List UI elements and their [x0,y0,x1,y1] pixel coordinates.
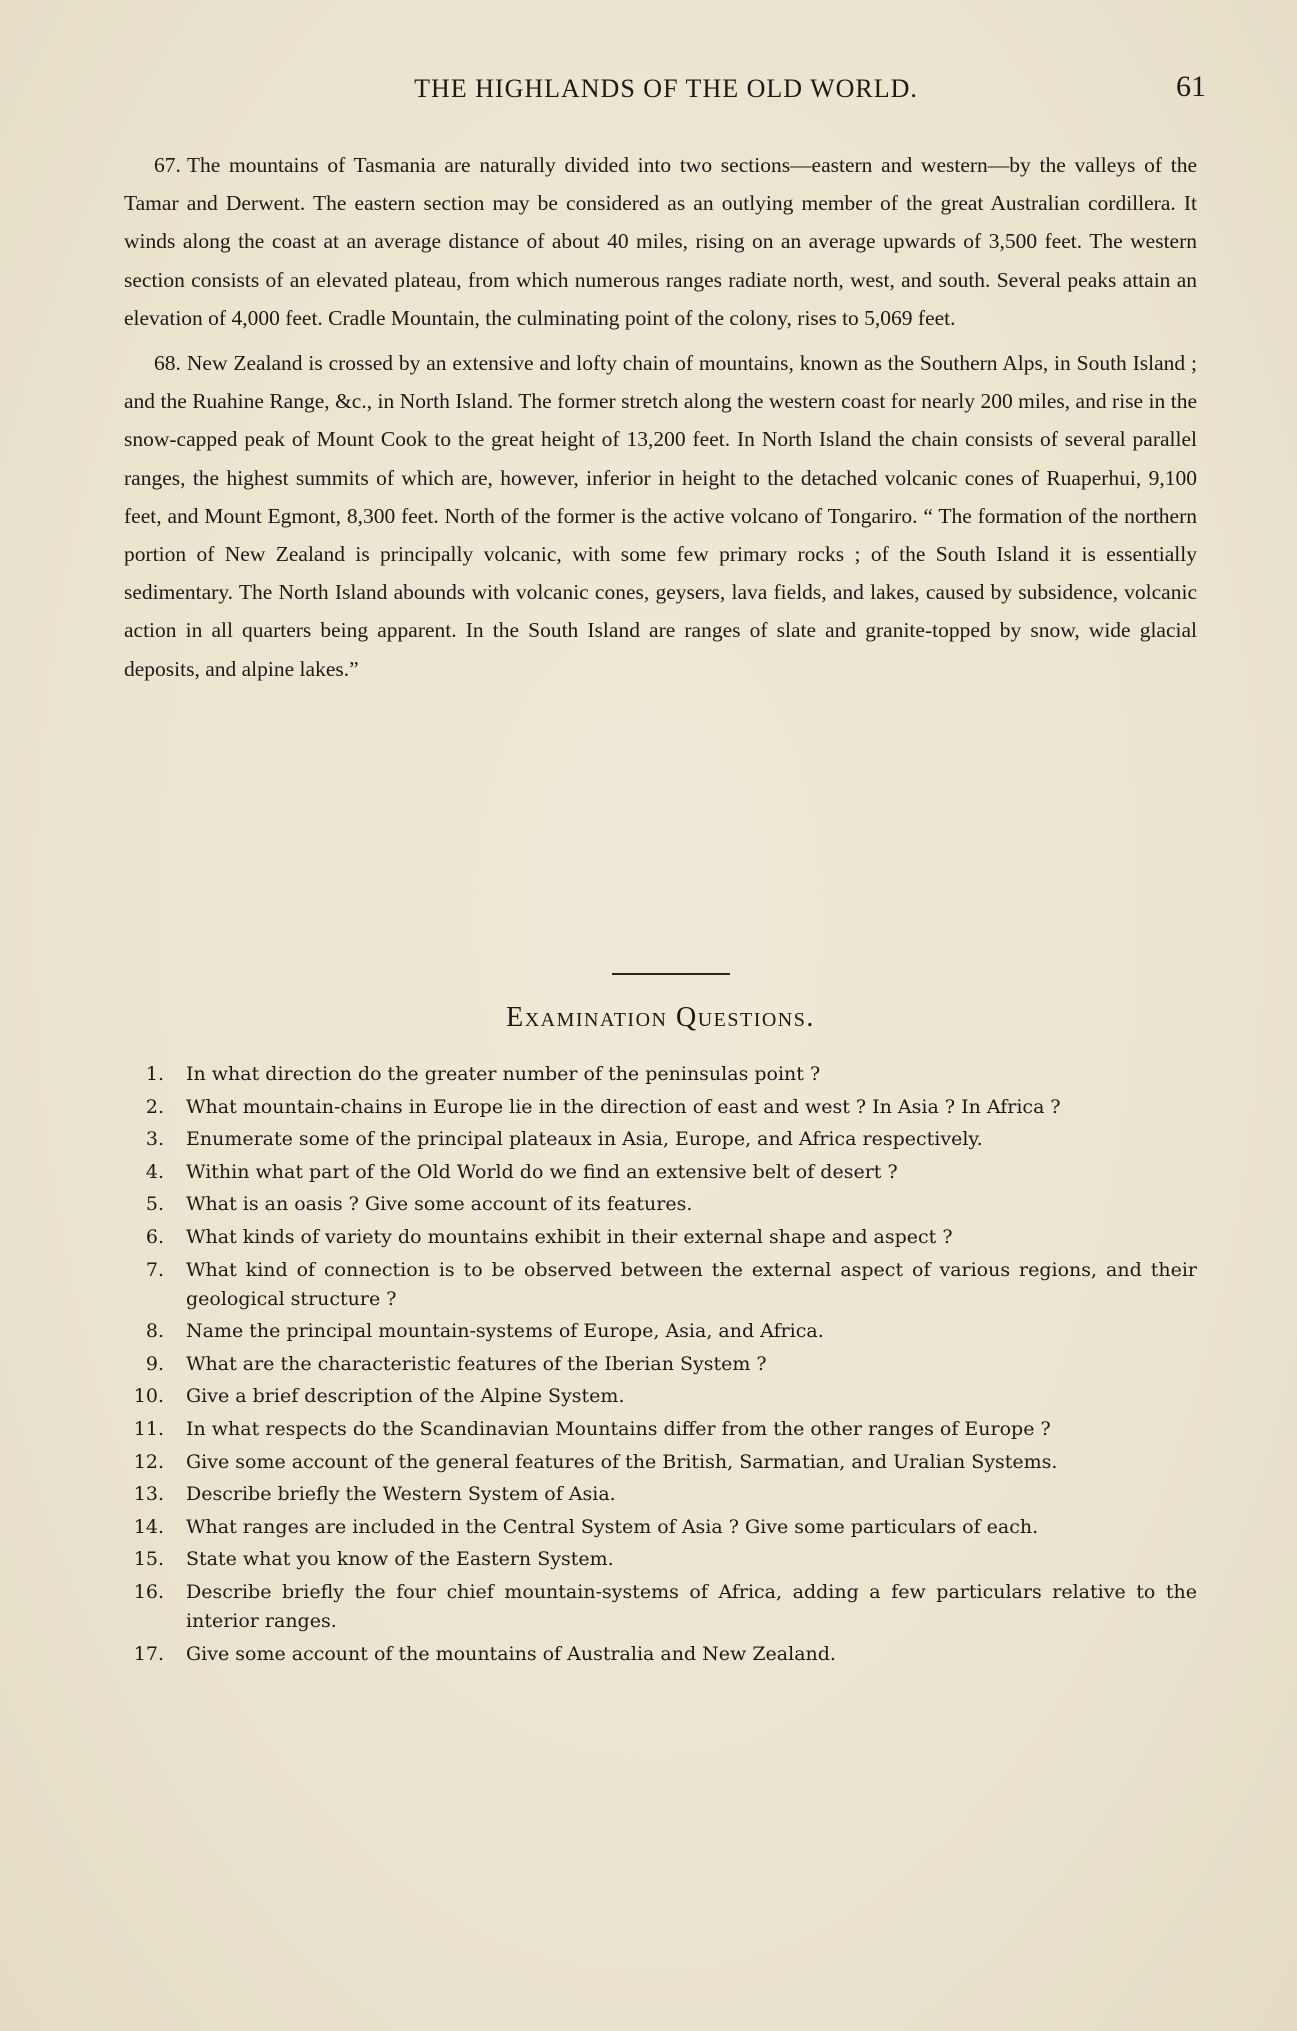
question-number: 2. [145,1095,164,1118]
question-item [124,1480,1197,1509]
question-number: 15. [133,1548,164,1571]
question-number: 12. [133,1450,164,1473]
question-text: What mountain-chains in Europe lie in the direction of east and west ? In Asia ? In Africa ? [186,1095,1061,1118]
question-item [124,1448,1197,1477]
question-item [124,1190,1197,1219]
question-item [124,1060,1197,1089]
question-number: 16. [133,1580,164,1603]
paragraph-number: 67. [154,153,181,177]
question-item [124,1317,1197,1346]
question-item [124,1158,1197,1187]
question-number: 17. [133,1642,164,1665]
question-text: Give some account of the general features of the British, Sarmatian, and Uralian Systems. [186,1450,1058,1473]
question-text: In what direction do the greater number of the peninsulas point ? [186,1063,821,1085]
paragraph-67 [124,146,1197,337]
question-item [124,1093,1197,1122]
question-item [124,1640,1197,1669]
section-divider [612,973,730,975]
question-number: 1. [145,1063,164,1085]
question-number: 11. [133,1417,164,1440]
question-text: Name the principal mountain-systems of Europe, Asia, and Africa. [186,1320,824,1343]
question-item [124,1125,1197,1154]
body-text [124,146,1197,695]
question-number: 14. [133,1515,164,1538]
running-title: THE HIGHLANDS OF THE OLD WORLD. [414,74,918,103]
question-number: 13. [133,1483,164,1506]
question-item [124,1545,1197,1574]
question-item [124,1350,1197,1379]
question-number: 4. [145,1160,164,1183]
question-item [124,1578,1197,1636]
question-text: Describe briefly the four chief mountain-systems of Africa, adding a few particulars relative to the interior ranges. [186,1580,1197,1632]
question-item [124,1415,1197,1444]
page-header [126,70,1206,110]
question-number: 5. [145,1193,164,1216]
question-number: 7. [145,1258,164,1281]
question-text: Enumerate some of the principal plateaux in Asia, Europe, and Africa respectively. [186,1128,983,1151]
question-number: 8. [145,1320,164,1343]
paragraph-68 [124,344,1197,688]
question-number: 9. [145,1352,164,1375]
page-number: 61 [1176,70,1206,103]
paragraph-text: The mountains of Tasmania are naturally divided into two sections—eastern and western—by the valleys of the Tamar and Derwent. The eastern section may be considered as an outlying member of the great Australian cordillera. It winds along the coast at an average distance of about 40 miles, rising on an average upwards of 3,500 feet. The western section consists of an elevated plateau, from which numerous ranges radiate north, west, and south. Several peaks attain an elevation of 4,000 feet. Cradle Mountain, the culminating point of the colony, rises to 5,069 feet. [124,153,1197,330]
paragraph-number: 68. [154,351,181,376]
question-number: 10. [133,1385,164,1408]
question-text: What kinds of variety do mountains exhibit in their external shape and aspect ? [186,1225,953,1248]
question-text: What kind of connection is to be observed between the external aspect of various regions, and their geological structure ? [186,1258,1197,1310]
question-text: What ranges are included in the Central System of Asia ? Give some particulars of each. [186,1515,1039,1538]
question-number: 6. [145,1225,164,1248]
question-text: Give some account of the mountains of Australia and New Zealand. [186,1642,836,1665]
section-heading: Examination Questions. [506,1002,815,1033]
question-item [124,1513,1197,1542]
question-text: Give a brief description of the Alpine System. [186,1385,625,1408]
question-text: In what respects do the Scandinavian Mountains differ from the other ranges of Europe ? [186,1417,1051,1440]
question-text: State what you know of the Eastern System. [186,1548,614,1571]
question-item [124,1256,1197,1314]
paragraph-text: New Zealand is crossed by an extensive and lofty chain of mountains, known as the Southern Alps, in South Island ; and the Ruahine Range, &c., in North Island. The former stretch along the western coast for nearly 200 miles, and rise in the snow-capped peak of Mount Cook to the great height of 13,200 feet. In North Island the chain consists of several parallel ranges, the highest summits of which are, however, inferior in height to the detached volcanic cones of Ruaperhui, 9,100 feet, and Mount Egmont, 8,300 feet. North of the former is the active volcano of Tongariro. “ The formation of the northern portion of New Zealand is principally volcanic, with some few primary rocks ; of the South Island it is essentially sedimentary. The North Island abounds with volcanic cones, geysers, lava fields, and lakes, caused by subsidence, volcanic action in all quarters being apparent. In the South Island are ranges of slate and granite-topped by snow, wide glacial deposits, and alpine lakes.” [124,351,1197,681]
question-text: Within what part of the Old World do we find an extensive belt of desert ? [186,1160,898,1183]
question-list [124,1060,1197,1672]
question-number: 3. [145,1128,164,1151]
question-text: What is an oasis ? Give some account of its features. [186,1193,693,1216]
question-text: Describe briefly the Western System of Asia. [186,1483,616,1506]
question-item [124,1382,1197,1411]
question-item [124,1223,1197,1252]
question-text: What are the characteristic features of the Iberian System ? [186,1352,767,1375]
